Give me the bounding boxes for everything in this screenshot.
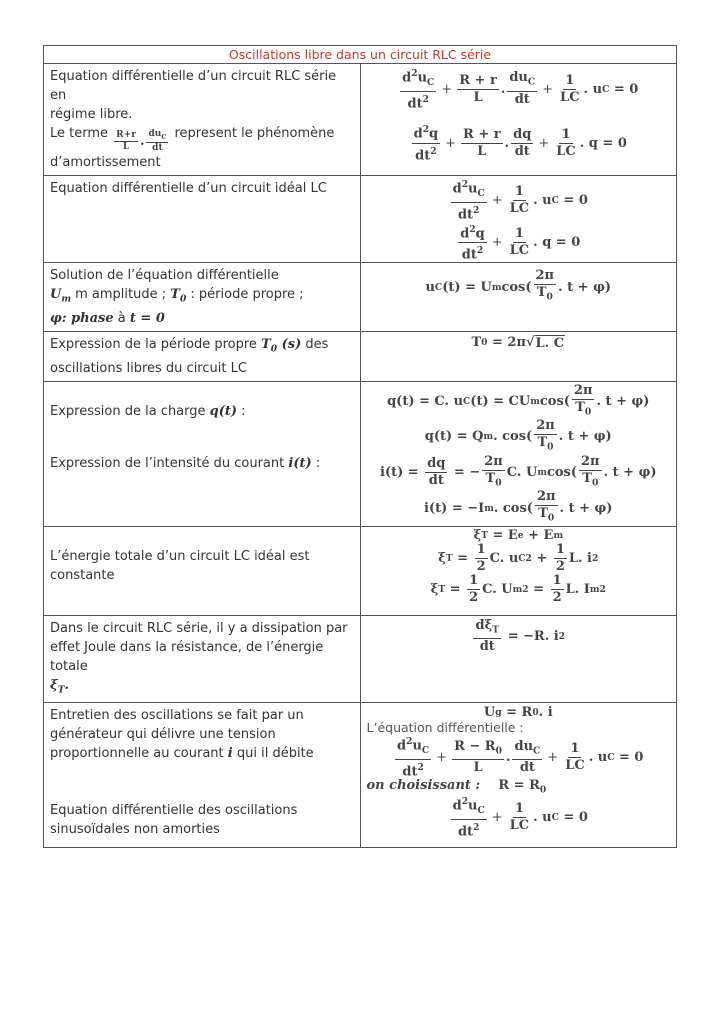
text-line: Equation différentielle d’un circuit RLC série en xyxy=(50,69,337,103)
row-solution-left xyxy=(44,263,361,332)
equation-current-2: i(t) = −I m . cos( $\frac{2\pi}{T_0}$ . t + φ) xyxy=(424,489,613,524)
text-line: $\xi_T$. xyxy=(50,677,70,696)
text-line: Expression de la période propre $T_0$ (s) des xyxy=(50,336,329,355)
row-dissipation-right xyxy=(360,615,677,703)
row-solution-right xyxy=(360,263,677,332)
table-row xyxy=(44,331,677,381)
equation-current-1: i(t) = $\frac{dq}{dt}$ = − $\frac{2\pi}{T_0}$ C. U m cos( $\frac{2\pi}{T_0}$ . t + φ) xyxy=(380,453,657,489)
text-line: constante xyxy=(50,567,115,583)
equation-rlc-q: $\frac{d^2q}{dt^2}$ + $\frac{R + r}{L}$ . $\frac{dq}{dt}$ + $\frac{1}{LC}$ . q = 0 xyxy=(413,124,627,163)
table-row xyxy=(44,64,677,176)
text-line: Expression de la charge q(t) : xyxy=(50,403,246,419)
text-line: oscillations libres du circuit LC xyxy=(50,360,247,376)
text-line: proportionnelle au courant i qui il débite xyxy=(50,746,314,762)
text-line: générateur qui délivre une tension xyxy=(50,727,276,743)
row-charge-right xyxy=(360,381,677,526)
equation-energy-3: ξ T = $\frac{1}{2}$ C. U m 2 = $\frac{1}{2}$ L. I m 2 xyxy=(430,572,606,605)
text-line: $U_m$ m amplitude ; $T_0$ : période propre ; xyxy=(50,287,304,305)
table-row xyxy=(44,526,677,615)
row-charge-left xyxy=(44,381,361,526)
summary-table xyxy=(43,45,677,848)
equation-maintained: $\frac{d^2u_C}{dt^2}$ + $\frac{R - R_0}{L}$ . $\frac{du_C}{dt}$ + $\frac{1}{LC}$ . u C = 0 xyxy=(397,736,644,780)
table-row xyxy=(44,381,677,526)
text-line: Le terme $\frac{R+r}{L}$ . $\frac{du_C}{dt}$ represent le phénomène xyxy=(50,126,335,154)
equation-energy-1: ξ T = E e + E m xyxy=(473,527,564,543)
table-row xyxy=(44,263,677,332)
text-line: régime libre. xyxy=(50,107,133,122)
text-line: L’énergie totale d’un circuit LC idéal est xyxy=(50,548,310,564)
row-energy-right xyxy=(360,526,677,615)
equation-lc-q: $\frac{d^2q}{dt^2}$ + $\frac{1}{LC}$ . q = 0 xyxy=(460,223,581,263)
text-line: φ: phase à t = 0 xyxy=(50,310,165,326)
equation-charge-1: q(t) = C. u C (t) = CU m cos( $\frac{2\pi}{T_0}$ . t + φ) xyxy=(387,382,650,418)
row-rlc-left xyxy=(44,64,361,176)
row-dissipation-left xyxy=(44,615,361,703)
damping-term: $\frac{R+r}{L}$ . $\frac{du_C}{dt}$ xyxy=(116,128,167,154)
equation-rlc-uc: $\frac{d^2u_C}{dt^2}$ + $\frac{R + r}{L}$ . $\frac{du_C}{dt}$ + $\frac{1}{LC}$ . u C = 0 xyxy=(402,68,639,112)
equation-solution: u C (t) = U m cos( $\frac{2\pi}{T_0}$ . t + φ) xyxy=(425,268,611,303)
row-maintenance-right xyxy=(360,703,677,848)
table-row xyxy=(44,615,677,703)
row-maintenance-left xyxy=(44,703,361,848)
row-energy-left xyxy=(44,526,361,615)
equation-undamped: $\frac{d^2u_C}{dt^2}$ + $\frac{1}{LC}$ . u C = 0 xyxy=(452,796,588,840)
equation-dissipation: $\frac{d\xi_T}{dt}$ = −R. i 2 xyxy=(475,617,566,655)
text-line: Solution de l’équation différentielle xyxy=(50,268,279,284)
choice-line: on choisissant : $R = R_0$ xyxy=(366,777,547,796)
text-line: Expression de l’intensité du courant i(t) : xyxy=(50,455,321,471)
text-line: d’amortissement xyxy=(50,155,161,171)
text-line: effet Joule dans la résistance, de l’énergie totale xyxy=(50,639,324,674)
text-line: Entretien des oscillations se fait par un xyxy=(50,708,304,724)
row-lc-left: Equation différentielle d’un circuit idéal LC xyxy=(44,176,361,263)
row-lc-right xyxy=(360,176,677,263)
equation-generator: U g = R 0 . i xyxy=(483,705,553,721)
equation-energy-2: ξ T = $\frac{1}{2}$ C. u C 2 + $\frac{1}{2}$ L. i 2 xyxy=(438,541,599,574)
text-line: Equation différentielle des oscillations xyxy=(50,803,298,819)
equation-label: L’équation différentielle : xyxy=(366,720,524,736)
text-line: sinusoïdales non amorties xyxy=(50,822,220,838)
row-rlc-right xyxy=(360,64,677,176)
equation-period: T 0 = 2π√ L. C xyxy=(471,335,565,351)
row-period-left xyxy=(44,331,361,381)
equation-lc-uc: $\frac{d^2u_C}{dt^2}$ + $\frac{1}{LC}$ . u C = 0 xyxy=(452,179,588,223)
equation-charge-2: q(t) = Q m . cos( $\frac{2\pi}{T_0}$ . t + φ) xyxy=(424,418,612,453)
table-row xyxy=(44,176,677,263)
row-period-right xyxy=(360,331,677,381)
text-line: Dans le circuit RLC série, il y a dissipation par xyxy=(50,620,348,636)
table-row xyxy=(44,703,677,848)
table-title: Oscillations libre dans un circuit RLC série xyxy=(44,46,677,64)
